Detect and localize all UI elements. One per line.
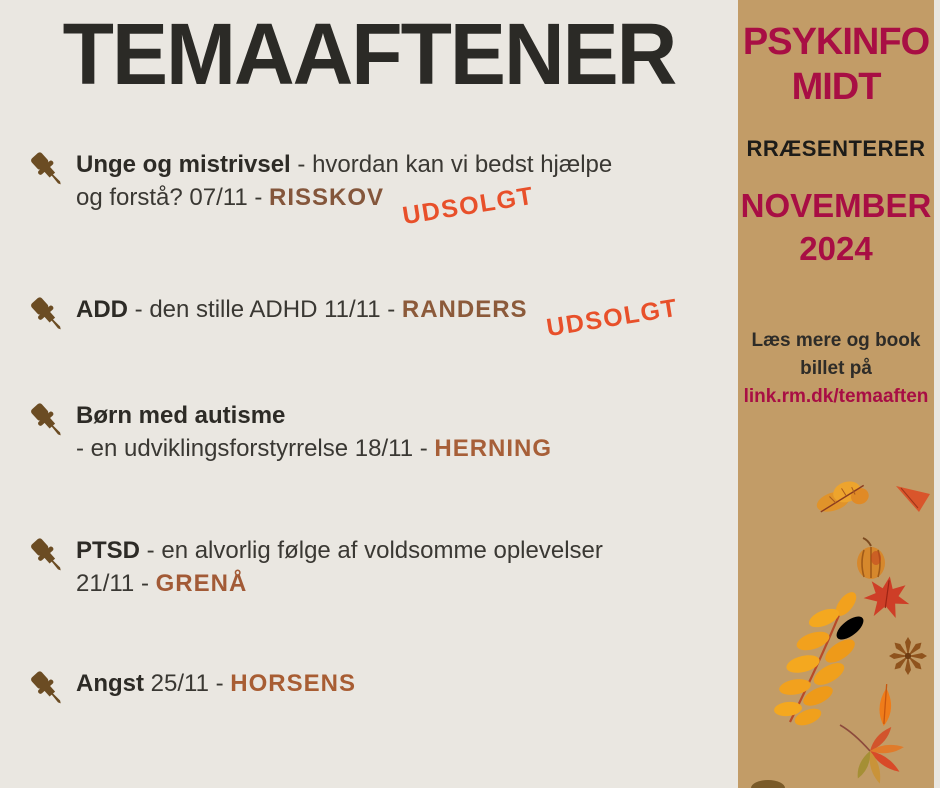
pushpin-icon	[26, 665, 66, 709]
event-title: ADD	[76, 296, 128, 323]
event-city: RANDERS	[401, 296, 528, 323]
brand-line2: MIDT	[791, 66, 881, 108]
booking-line1: Læs mere og book	[751, 330, 921, 351]
month-line2: 2024	[799, 230, 873, 267]
creeper-leaf-icon	[840, 724, 904, 785]
star-anise-icon	[889, 637, 927, 675]
event-text	[76, 667, 356, 709]
brand-line1: PSYKINFO	[742, 21, 930, 63]
booking-line2: billet på	[800, 358, 872, 379]
clipped-leaf-icon	[751, 780, 785, 788]
event-text	[76, 293, 680, 343]
oak-leaf-icon	[812, 476, 870, 517]
sidebar	[738, 0, 940, 788]
pushpin-icon	[26, 291, 66, 335]
month-line1: NOVEMBER	[740, 187, 932, 224]
brand-name	[738, 20, 934, 110]
event-text	[76, 534, 603, 600]
booking-link: link.rm.dk/temaaften	[743, 386, 929, 407]
pushpin-icon	[26, 397, 66, 441]
event-desc: og forstå? 07/11 -	[76, 184, 270, 211]
event-row	[26, 534, 732, 600]
event-text	[76, 148, 613, 231]
event-city: RISSKOV	[269, 184, 385, 211]
event-row	[26, 148, 732, 231]
autumn-leaves-illustration	[738, 458, 935, 788]
sold-out-badge: UDSOLGT	[400, 181, 537, 231]
event-city: GRENÅ	[155, 570, 248, 597]
event-desc: 21/11 -	[76, 570, 156, 597]
pushpin-icon	[26, 146, 66, 190]
event-title: Børn med autisme	[76, 402, 286, 429]
event-desc: 25/11 -	[144, 670, 231, 697]
event-city: HERNING	[434, 435, 553, 462]
event-desc: - hvordan kan vi bedst hjælpe	[290, 151, 613, 178]
presents-label: RRÆSENTERER	[746, 136, 926, 161]
booking-info	[738, 327, 934, 411]
event-title: PTSD	[76, 537, 141, 564]
event-row	[26, 667, 732, 709]
event-text	[76, 399, 552, 465]
rowan-leaf-icon	[773, 589, 867, 729]
event-row	[26, 293, 732, 343]
event-desc: - en udviklingsforstyrrelse 18/11 -	[76, 435, 435, 462]
event-desc: - den stille ADHD 11/11 -	[128, 296, 402, 323]
page-edge-strip	[934, 0, 940, 788]
event-row	[26, 399, 732, 465]
month-label	[738, 184, 934, 270]
maple-leaf-icon	[861, 573, 914, 622]
event-desc: - en alvorlig følge af voldsomme oplevelser	[140, 537, 603, 564]
event-city: HORSENS	[230, 670, 356, 697]
event-title: Angst	[76, 670, 144, 697]
red-leaf-fragment-icon	[896, 486, 930, 512]
sold-out-badge: UDSOLGT	[544, 293, 680, 343]
event-title: Unge og mistrivsel	[76, 151, 291, 178]
pushpin-icon	[26, 532, 66, 576]
orange-leaf-icon	[878, 684, 892, 727]
physalis-icon	[857, 538, 885, 579]
page-title: TEMAAFTENER	[62, 5, 676, 103]
